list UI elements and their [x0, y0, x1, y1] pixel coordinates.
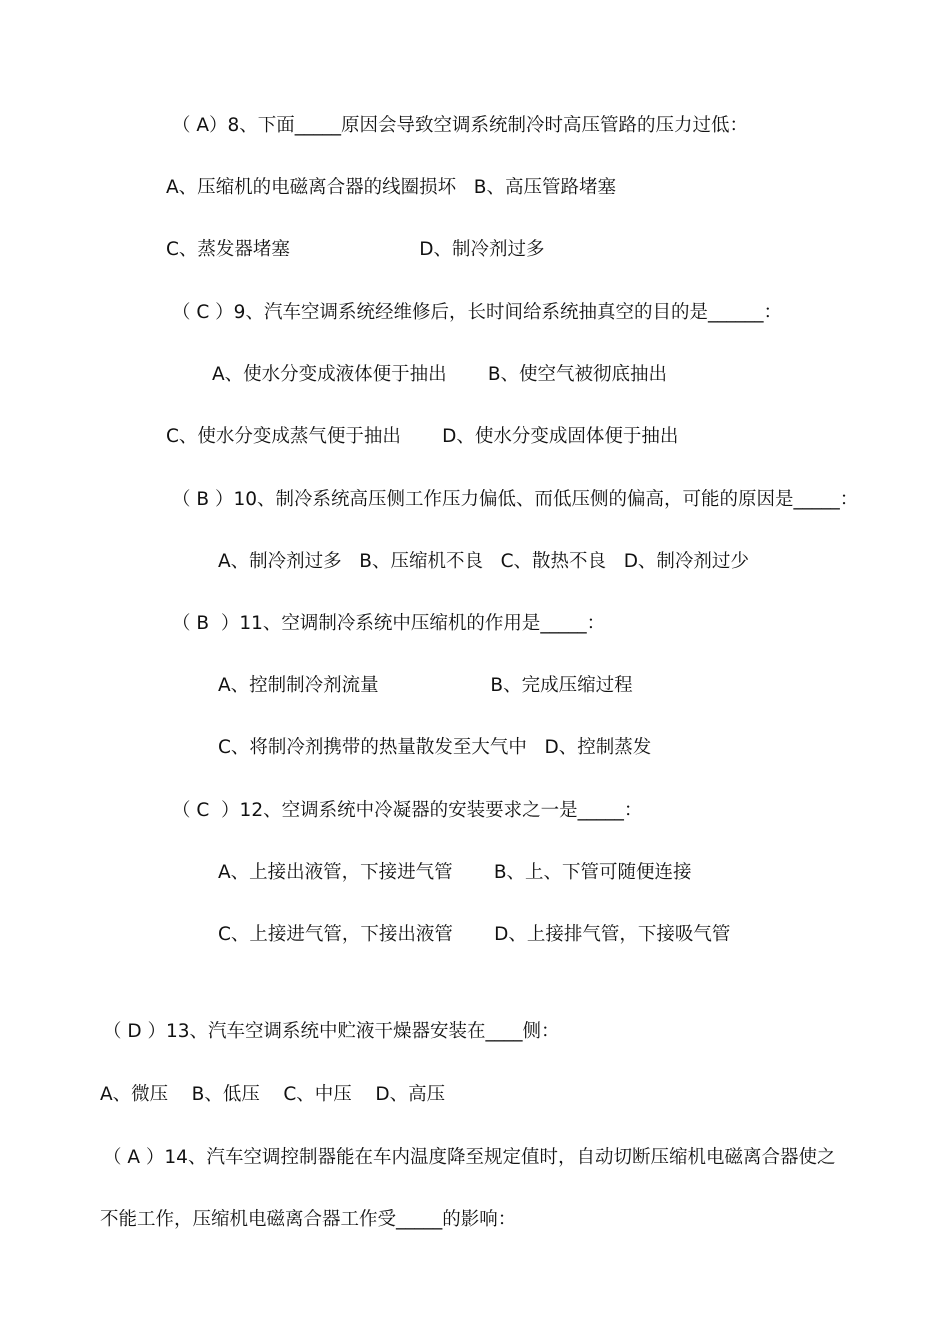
- question-13-stem: （ D ）13、汽车空调系统中贮液干燥器安装在____侧：: [103, 1021, 560, 1042]
- question-12-options-row-2: C、上接进气管，下接出液管 D、上接排气管，下接吸气管: [218, 924, 731, 945]
- question-9-stem: （ C ）9、汽车空调系统经维修后，长时间给系统抽真空的目的是______：: [172, 302, 782, 323]
- question-13-options-row-1: A、微压 B、低压 C、中压 D、高压: [100, 1084, 446, 1105]
- question-11-options-row-2: C、将制冷剂携带的热量散发至大气中 D、控制蒸发: [218, 737, 652, 758]
- question-9-options-row-2: C、使水分变成蒸气便于抽出 D、使水分变成固体便于抽出: [166, 426, 679, 447]
- question-8-options-row-1: A、压缩机的电磁离合器的线圈损坏 B、高压管路堵塞: [166, 177, 616, 198]
- question-14-stem: （ A ）14、汽车空调控制器能在车内温度降至规定值时，自动切断压缩机电磁离合器使之: [103, 1147, 836, 1168]
- question-10-stem: （ B ）10、制冷系统高压侧工作压力偏低、而低压侧的偏高，可能的原因是_____：: [172, 489, 859, 510]
- question-10-options-row-1: A、制冷剂过多 B、压缩机不良 C、散热不良 D、制冷剂过少: [218, 551, 749, 572]
- question-8-options-row-2: C、蒸发器堵塞 D、制冷剂过多: [166, 239, 545, 260]
- question-11-options-row-1: A、控制制冷剂流量 B、完成压缩过程: [218, 675, 633, 696]
- question-12-stem: （ C ）12、空调系统中冷凝器的安装要求之一是_____：: [172, 800, 643, 821]
- question-12-options-row-1: A、上接出液管，下接进气管 B、上、下管可随便连接: [218, 862, 692, 883]
- question-9-options-row-1: A、使水分变成液体便于抽出 B、使空气被彻底抽出: [212, 364, 668, 385]
- question-11-stem: （ B ）11、空调制冷系统中压缩机的作用是_____：: [172, 613, 606, 634]
- question-8-stem: （ A）8、下面_____原因会导致空调系统制冷时高压管路的压力过低：: [172, 115, 749, 136]
- question-14-stem-continuation: 不能工作，压缩机电磁离合器工作受_____的影响：: [100, 1209, 517, 1230]
